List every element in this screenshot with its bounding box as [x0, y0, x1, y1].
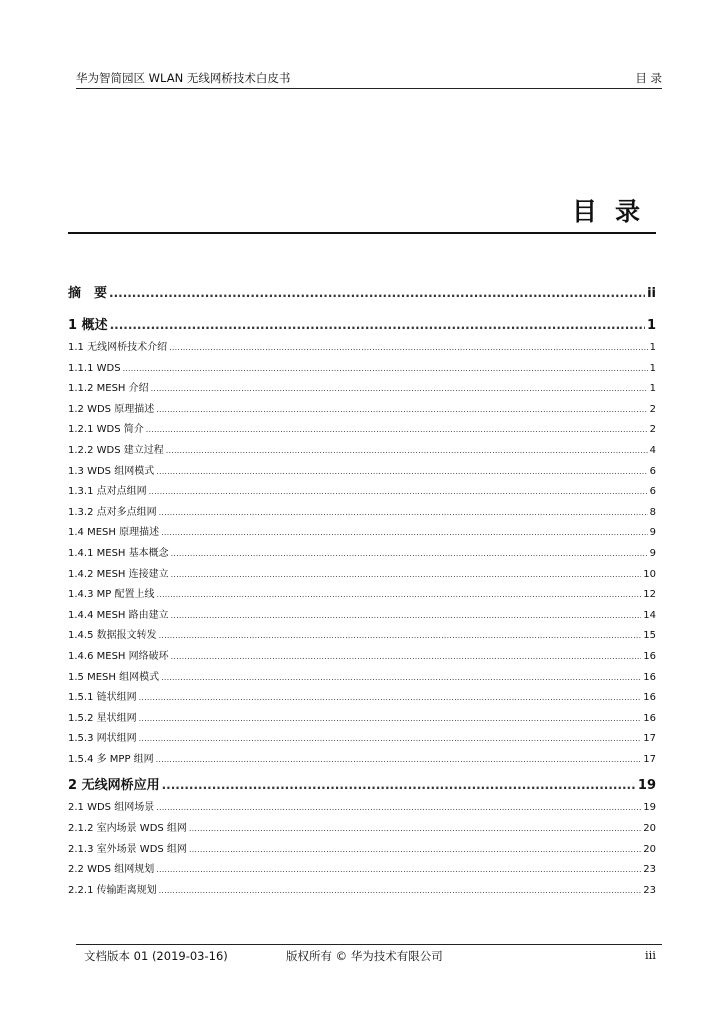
- toc-entry-label: 2.1.3 室外场景 WDS 组网: [68, 843, 187, 855]
- toc-entry-label: 1.1 无线网桥技术介绍: [68, 342, 168, 353]
- toc-entry[interactable]: [68, 462, 656, 483]
- toc-dot-leader: [166, 441, 648, 462]
- toc-entry-page: 16: [643, 712, 656, 724]
- header-doc-title: 华为智简园区 WLAN 无线网桥技术白皮书: [76, 71, 291, 85]
- toc-dot-leader: [156, 798, 641, 819]
- toc-entry-label: 摘 要: [68, 286, 108, 301]
- toc-entry-label: 1.2 WDS 原理描述: [68, 403, 155, 415]
- header-divider: [76, 88, 662, 89]
- toc-dot-leader: [139, 729, 642, 750]
- toc-entry-page: 1: [649, 362, 656, 374]
- toc-dot-leader: [159, 626, 642, 647]
- footer-divider: [76, 944, 662, 945]
- toc-entry-label: 2.1.2 室内场景 WDS 组网: [68, 823, 187, 835]
- toc-entry[interactable]: [68, 606, 656, 627]
- toc-entry-label: 1.1.1 WDS: [68, 362, 121, 374]
- toc-entry-label: 1.3.2 点对多点组网: [68, 506, 157, 518]
- toc-entry-label: 1.2.1 WDS 简介: [68, 424, 144, 436]
- toc-entry-label: 1.4.3 MP 配置上线: [68, 589, 155, 601]
- toc-dot-leader: [156, 585, 641, 606]
- toc-dot-leader: [159, 881, 642, 902]
- toc-entry-label: 1.4.6 MESH 网络破环: [68, 650, 169, 662]
- toc-entry-page: 19: [637, 778, 656, 794]
- toc-entry[interactable]: [68, 860, 656, 881]
- toc-entry[interactable]: [68, 503, 656, 524]
- toc-entry-page: 2: [649, 403, 656, 415]
- toc-entry[interactable]: [68, 881, 656, 902]
- toc-entry-page: 16: [643, 650, 656, 662]
- toc-entry[interactable]: [68, 840, 656, 861]
- toc-entry-page: 14: [643, 609, 656, 621]
- toc-entry-page: 20: [643, 823, 656, 835]
- toc-entry-label: 2.1 WDS 组网场景: [68, 802, 155, 814]
- toc-entry[interactable]: [68, 626, 656, 647]
- toc-dot-leader: [123, 359, 648, 380]
- toc-entry-page: 1: [646, 318, 656, 333]
- toc-entry[interactable]: [68, 798, 656, 819]
- toc-entry-page: 16: [643, 692, 656, 704]
- toc-entry-page: 6: [649, 465, 656, 477]
- toc-entry-page: 20: [643, 843, 656, 855]
- toc-dot-leader: [159, 503, 648, 524]
- toc-entry[interactable]: [68, 316, 656, 335]
- toc-dot-leader: [169, 338, 648, 359]
- toc-entry-page: 9: [649, 547, 656, 559]
- toc-dot-leader: [162, 776, 636, 795]
- toc-entry-page: 12: [643, 589, 656, 601]
- toc-entry[interactable]: [68, 359, 656, 380]
- toc-dot-leader: [156, 400, 647, 421]
- toc-entry-label: 1.5.4 多 MPP 组网: [68, 753, 154, 765]
- toc-entry[interactable]: [68, 544, 656, 565]
- toc-entry-page: 1: [649, 383, 656, 395]
- toc-entry-label: 1 概述: [68, 318, 108, 333]
- toc-entry-label: 1.4.4 MESH 路由建立: [68, 609, 169, 621]
- toc-entry[interactable]: [68, 441, 656, 462]
- toc-entry[interactable]: [68, 379, 656, 400]
- toc-entry-page: 1: [649, 342, 656, 353]
- toc-entry-label: 1.3 WDS 组网模式: [68, 465, 155, 477]
- toc-dot-leader: [171, 606, 642, 627]
- toc-dot-leader: [156, 750, 642, 771]
- page-title: 目录: [571, 197, 658, 226]
- toc-entry[interactable]: [68, 338, 656, 359]
- toc-entry-page: 9: [649, 527, 656, 539]
- toc-dot-leader: [156, 860, 641, 881]
- toc-entry-label: 1.4 MESH 原理描述: [68, 527, 160, 539]
- toc-dot-leader: [110, 316, 645, 335]
- toc-entry-label: 1.5.2 星状组网: [68, 712, 137, 724]
- toc-dot-leader: [161, 668, 641, 689]
- toc-entry-label: 1.4.1 MESH 基本概念: [68, 547, 169, 559]
- toc-entry-label: 1.4.2 MESH 连接建立: [68, 568, 169, 580]
- toc-entry[interactable]: [68, 565, 656, 586]
- toc-entry-page: 10: [643, 568, 656, 580]
- toc-entry-label: 1.4.5 数据报文转发: [68, 630, 157, 642]
- toc-dot-leader: [161, 523, 648, 544]
- toc-entry-page: 17: [643, 733, 656, 745]
- header-section-label: 目 录: [635, 71, 662, 85]
- toc-entry-label: 1.1.2 MESH 介绍: [68, 383, 149, 395]
- toc-entry-page: 23: [643, 864, 656, 876]
- toc-entry-page: 2: [649, 424, 656, 436]
- toc-entry-label: 2.2.1 传输距离规划: [68, 884, 157, 896]
- toc-entry[interactable]: [68, 420, 656, 441]
- toc-entry[interactable]: [68, 688, 656, 709]
- footer-page-number: iii: [644, 948, 656, 962]
- toc-dot-leader: [171, 544, 648, 565]
- toc-entry[interactable]: [68, 400, 656, 421]
- title-divider: [68, 232, 656, 234]
- toc-entry[interactable]: [68, 819, 656, 840]
- toc-dot-leader: [189, 819, 641, 840]
- toc-entry[interactable]: [68, 776, 656, 795]
- toc-entry-page: 23: [643, 884, 656, 896]
- toc-entry[interactable]: [68, 523, 656, 544]
- toc-entry-page: 17: [643, 753, 656, 765]
- footer-version: 文档版本 01 (2019-03-16): [84, 949, 228, 963]
- toc-entry-label: 1.5.1 链状组网: [68, 692, 137, 704]
- toc-dot-leader: [139, 688, 642, 709]
- toc-entry[interactable]: [68, 647, 656, 668]
- toc-entry-page: ii: [647, 286, 656, 301]
- toc-dot-leader: [109, 284, 645, 303]
- toc-dot-leader: [171, 647, 642, 668]
- toc-entry-page: 4: [649, 444, 656, 456]
- page-header: [76, 66, 662, 86]
- toc-dot-leader: [151, 379, 648, 400]
- toc-entry-page: 6: [649, 486, 656, 498]
- toc-entry[interactable]: [68, 284, 656, 303]
- toc-dot-leader: [146, 420, 648, 441]
- toc-entry-page: 15: [643, 630, 656, 642]
- toc-entry-label: 1.2.2 WDS 建立过程: [68, 444, 164, 456]
- toc-entry[interactable]: [68, 750, 656, 771]
- toc-entry[interactable]: [68, 585, 656, 606]
- toc-entry-label: 2 无线网桥应用: [68, 778, 160, 794]
- toc-entry[interactable]: [68, 482, 656, 503]
- footer-copyright: 版权所有 © 华为技术有限公司: [286, 949, 443, 963]
- toc-entry-label: 1.5.3 网状组网: [68, 733, 137, 745]
- toc-dot-leader: [189, 840, 641, 861]
- toc-dot-leader: [171, 565, 642, 586]
- page-footer: [84, 948, 656, 966]
- toc-entry-label: 2.2 WDS 组网规划: [68, 864, 155, 876]
- toc-entry[interactable]: [68, 729, 656, 750]
- toc-entry-label: 1.3.1 点对点组网: [68, 486, 147, 498]
- toc-entry-page: 16: [643, 671, 656, 683]
- toc-entry[interactable]: [68, 668, 656, 689]
- toc-entry[interactable]: [68, 709, 656, 730]
- toc-entry-page: 8: [649, 506, 656, 518]
- toc-dot-leader: [156, 462, 647, 483]
- toc-dot-leader: [139, 709, 642, 730]
- toc-dot-leader: [149, 482, 648, 503]
- table-of-contents: [68, 284, 656, 901]
- toc-entry-page: 19: [643, 802, 656, 814]
- toc-entry-label: 1.5 MESH 组网模式: [68, 671, 160, 683]
